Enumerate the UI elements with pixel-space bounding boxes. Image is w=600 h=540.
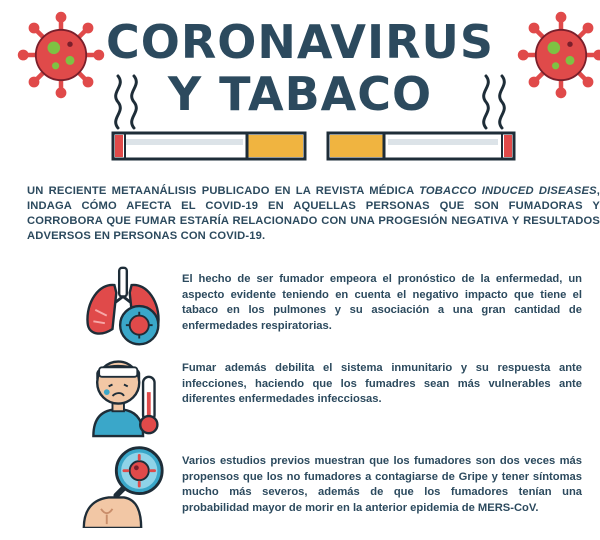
cigarette-icon-right: [326, 131, 516, 161]
item-text-3: Varios estudios previos muestran que los fumadores son dos veces más propensos que los no fumadores a contagiarse de Gripe y tener síntomas mucho más severos, además de que los fumadores tenían una probabilidad mayor de morir en la anterior epidemia de MERS-CoV.: [182, 455, 582, 514]
sick-person-thermometer-icon: [80, 352, 166, 438]
smoke-icon-left: [108, 72, 146, 130]
cigarette-icon-left: [111, 131, 307, 161]
journal-name: TOBACCO INDUCED DISEASES: [419, 185, 597, 197]
item-text-2: Fumar además debilita el sistema inmunitario y su respuesta ante infecciones, haciendo que los fumadres sean más vulnerables ante diferentes enfermedades infecciosas.: [182, 362, 582, 405]
intro-text-after: , INDAGA CÓMO AFECTA EL COVID-19 EN AQUELLAS PERSONAS QUE SON FUMADORAS Y CORROBORA QUE FUMAR ESTARÍA RELACIONADO CON UNA PROGESIÓN NEGATIVA Y RESULTADOS ADVERSOS EN PERSONAS CON COVID-19.: [27, 185, 600, 242]
title-line-2: Y TABACO: [167, 67, 433, 121]
magnifier-virus-person-icon: [80, 442, 166, 528]
smoke-icon-right: [476, 72, 514, 130]
intro-text-before: UN RECIENTE METAANÁLISIS PUBLICADO EN LA REVISTA MÉDICA: [27, 185, 414, 197]
title-line-1: CORONAVIRUS: [106, 15, 494, 69]
item-text-1: El hecho de ser fumador empeora el pronóstico de la enfermedad, un aspecto evidente teniendo en cuenta el negativo impacto que tiene el tabaco en los pulmones y su asociación a una gran cantidad de enfermedades respiratorias.: [182, 273, 582, 332]
lungs-virus-icon: [80, 264, 166, 350]
intro-paragraph: [27, 184, 600, 244]
